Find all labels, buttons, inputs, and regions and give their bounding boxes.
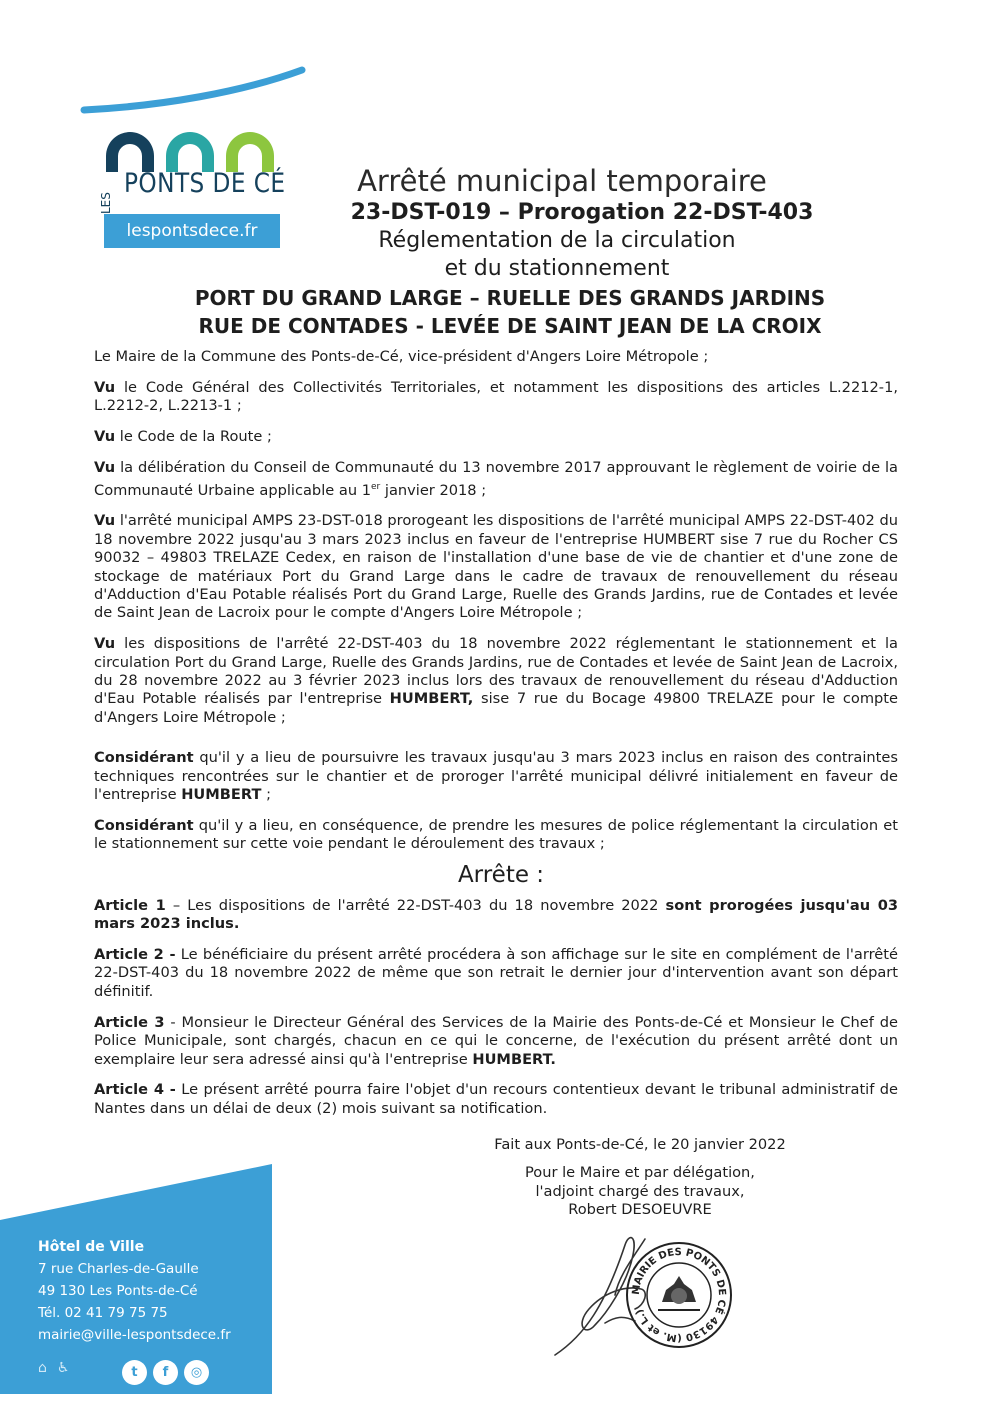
instagram-icon[interactable]: ◎ [184,1360,209,1385]
place-date: Fait aux Ponts-de-Cé, le 20 janvier 2022 [494,1136,786,1153]
twitter-icon[interactable]: t [122,1360,147,1385]
hotel-de-ville-info [38,1236,231,1346]
arrete-heading: Arrête : [457,862,545,889]
vu-cgct: Vu le Code Général des Collectivités Territoriales, et notamment les dispositions des articles L.2212-1, L.2212-2, L.2213-1 ; [94,378,898,415]
title-line-6: RUE DE CONTADES - LEVÉE DE SAINT JEAN DE LA CROIX [198,314,822,338]
signature-block [460,1136,820,1220]
title-block [150,163,870,339]
vu-arrete-018: Vu l'arrêté municipal AMPS 23-DST-018 prorogeant les dispositions de l'arrêté municipal AMPS 22-DST-402 du 18 novembre 2022 jusqu'au 3 mars 2023 inclus en faveur de l'entreprise HUMBERT sise 7 rue du Rocher CS 90032 – 49803 TRELAZE Cedex, en raison de l'installation d'une base de vie de chantier et d'une zone de stockage de matériaux Port du Grand Large dans le cadre de travaux de renouvellement du réseau d'Adduction d'Eau Potable réalisés Port du Grand Large, Ruelle des Grands Jardins, rue de Contades et levée de Saint Jean de Lacroix pour le compte d'Angers Loire Métropole ; [94,512,898,622]
preamble: Le Maire de la Commune des Ponts-de-Cé, vice-président d'Angers Loire Métropole ; [94,348,709,365]
logo-name: PONTS DE CÉ [124,168,286,199]
signature-line-1: Pour le Maire et par délégation, [525,1164,755,1182]
vu-code-route: Vu le Code de la Route ; [94,428,272,446]
considerant-2: Considérant qu'il y a lieu, en conséquence, de prendre les mesures de police réglementant la circulation et le stationnement sur cette voie pendant le déroulement des travaux ; [94,816,898,853]
title-line-1: Arrêté municipal temporaire [357,164,767,198]
article-4: Article 4 - Le présent arrêté pourra faire l'objet d'un recours contentieux devant le tribunal administratif de Nantes dans un délai de deux (2) mois suivant sa notification. [94,1081,898,1117]
vu-arrete-403: Vu les dispositions de l'arrêté 22-DST-403 du 18 novembre 2022 réglementant le stationnement et la circulation Port du Grand Large, Ruelle des Grands Jardins, rue de Contades et levée de Saint Jean de Lacroix, du 28 novembre 2022 au 3 février 2023 inclus lors des travaux de renouvellement du réseau d'Adduction d'Eau Potable réalisés par l'entreprise HUMBERT, sise 7 rue du Bocage 49800 TRELAZE pour le compte d'Angers Loire Métropole ; [94,635,899,726]
logo-url[interactable]: lespontsdece.fr [104,214,280,248]
town-seal-stamp-icon [624,1240,734,1350]
social-links [122,1360,209,1385]
logo-prefix [99,174,118,216]
logo-wave-icon [82,66,306,126]
vu-deliberation: Vu la délibération du Conseil de Communauté du 13 novembre 2017 approuvant le règlement de voirie de la Communauté Urbaine applicable au 1er janvier 2018 ; [94,459,898,499]
hotel-de-ville-heading: Hôtel de Ville [38,1239,145,1255]
title-line-3: Réglementation de la circulation [378,228,736,253]
address-line-2: 49 130 Les Ponts-de-Cé [38,1283,198,1299]
address-line-1: 7 rue Charles-de-Gaulle [38,1261,199,1277]
article-2: Article 2 - Le bénéficiaire du présent arrêté procédera à son affichage sur le site en complément de l'arrêté 22-DST-403 du 18 novembre 2022 de même que son retrait le dernier jour d'intervention avant son départ définitif. [94,946,898,1000]
considerant-1: Considérant qu'il y a lieu de poursuivre les travaux jusqu'au 3 mars 2023 inclus en raison des contraintes techniques rencontrées sur le chantier et de proroger l'arrêté municipal délivré initialement en faveur de l'entreprise HUMBERT ; [94,749,898,804]
email[interactable]: mairie@ville-lespontsdece.fr [38,1327,231,1343]
title-line-2: 23-DST-019 – Prorogation 22-DST-403 [350,200,814,225]
article-3: Article 3 - Monsieur le Directeur Général des Services de la Mairie des Ponts-de-Cé et Monsieur le Chef de Police Municipale, sont chargés, chacun en ce qui le concerne, de l'exécution du présent arrêté dont un exemplaire leur sera adressé ainsi qu'à l'entreprise HUMBERT. [94,1013,898,1068]
signatory-name: Robert DESOEUVRE [568,1201,712,1219]
building-icon: ⌂ [38,1360,47,1376]
signature-line-2: l'adjoint chargé des travaux, [535,1182,745,1200]
phone: Tél. 02 41 79 75 75 [38,1305,168,1321]
title-line-4: et du stationnement [444,256,670,281]
accessibility-icons [38,1360,69,1376]
svg-text:MAIRIE DES PONTS DE CÉ 49130 (: MAIRIE DES PONTS DE CÉ 49130 (M. et L.) [630,1246,728,1344]
accessibility-icon: ♿ [56,1360,70,1376]
title-line-5: PORT DU GRAND LARGE – RUELLE DES GRANDS JARDINS [194,286,826,310]
svg-text:LES: LES [99,192,113,214]
article-1: Article 1 – Les dispositions de l'arrêté 22-DST-403 du 18 novembre 2022 sont prorogées jusqu'au 03 mars 2023 inclus. [94,896,899,933]
document-body [94,348,898,1131]
facebook-icon[interactable]: f [153,1360,178,1385]
